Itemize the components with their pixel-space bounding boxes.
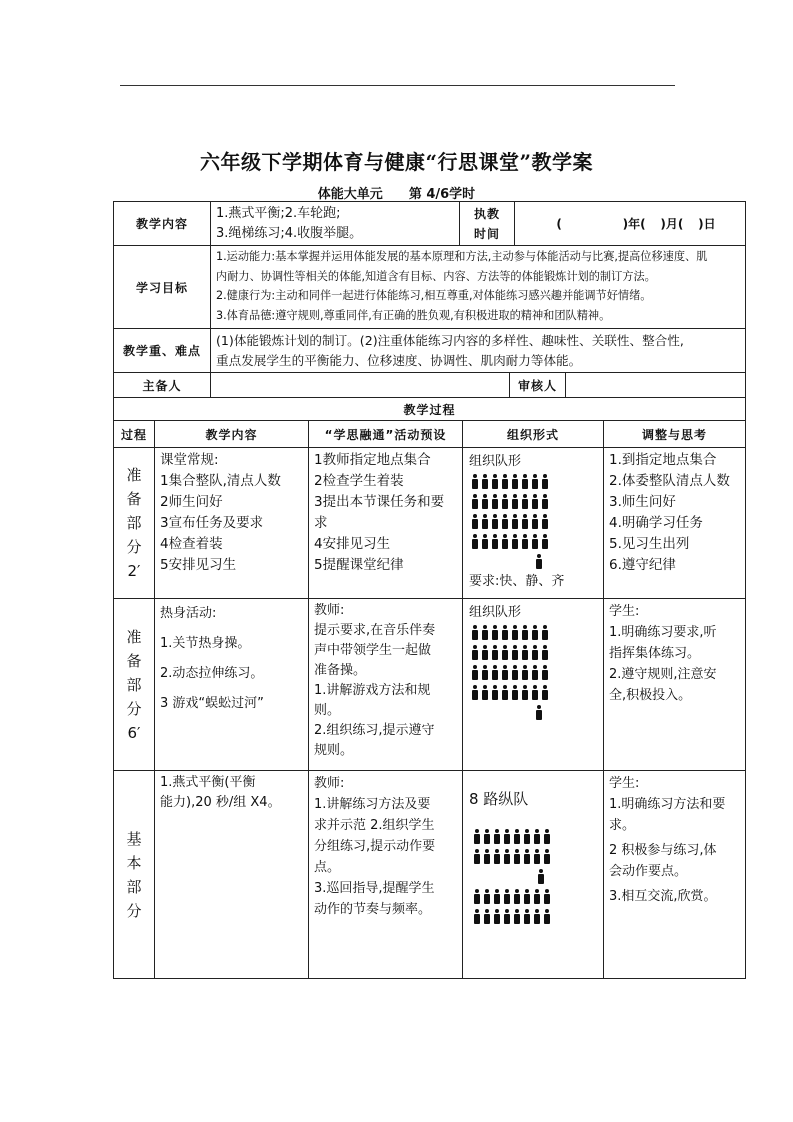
unit-name: 体能大单元 — [317, 187, 383, 202]
student-figure-icon — [541, 645, 549, 661]
content-item: 能力),20 秒/组 X4。 — [160, 795, 281, 810]
student-figure-icon — [501, 534, 509, 550]
student-figure-icon — [501, 494, 509, 510]
student-row — [471, 512, 597, 532]
row-content — [154, 598, 309, 771]
org-title: 组织队形 — [469, 454, 522, 469]
student-figure-icon — [471, 534, 479, 550]
key-points-value — [210, 328, 746, 373]
activity-item: 分组练习,提示动作要 — [314, 839, 436, 854]
time-label-1: 执教 — [473, 206, 500, 221]
activity-item: 3.巡回指导,提醒学生 — [314, 881, 435, 896]
org-title: 8 路纵队 — [469, 790, 529, 808]
student-figure-icon — [483, 829, 491, 845]
key-line: (1)体能锻炼计划的制订。(2)注重体能练习内容的多样性、趣味性、关联性、整合性, — [216, 333, 684, 348]
stage-char: 6′ — [127, 723, 141, 742]
student-figure-icon — [481, 474, 489, 490]
activity-item: 5提醒课堂纪律 — [314, 557, 404, 573]
student-figure-icon — [521, 534, 529, 550]
activity-item: 求 — [314, 515, 328, 531]
formation-grid — [473, 887, 597, 927]
student-figure-icon — [541, 534, 549, 550]
student-figure-icon — [541, 514, 549, 530]
stage-char: 准 — [126, 466, 142, 484]
student-figure-icon — [531, 534, 539, 550]
student-figure-icon — [481, 494, 489, 510]
student-row — [471, 623, 597, 643]
student-figure-icon — [513, 889, 521, 905]
date-open: ( — [556, 216, 562, 231]
content-value — [210, 201, 460, 246]
activity-item: 1.讲解游戏方法和规 — [314, 683, 431, 698]
student-figure-icon — [471, 494, 479, 510]
student-figure-icon — [541, 685, 549, 701]
student-figure-icon — [533, 829, 541, 845]
student-figure-icon — [471, 625, 479, 641]
date-day: )日 — [698, 217, 716, 231]
student-figure-icon — [533, 849, 541, 865]
teacher-figure-icon — [535, 554, 543, 570]
student-figure-icon — [491, 645, 499, 661]
goal-line: 3.体育品德:遵守规则,尊重同伴,有正确的胜负观,有积极进取的精神和团队精神。 — [216, 308, 611, 322]
student-figure-icon — [531, 625, 539, 641]
stage-char: 准 — [126, 627, 142, 646]
date-field[interactable] — [514, 201, 746, 246]
adjust-item: 2.体委整队清点人数 — [609, 473, 730, 489]
student-figure-icon — [493, 889, 501, 905]
subtitle — [0, 183, 793, 202]
student-row — [471, 683, 597, 703]
student-figure-icon — [511, 494, 519, 510]
col-adjustment: 调整与思考 — [603, 420, 746, 448]
student-figure-icon — [521, 665, 529, 681]
activity-item: 4安排见习生 — [314, 536, 391, 552]
activity-item: 动作的节奏与频率。 — [314, 902, 432, 917]
student-figure-icon — [503, 909, 511, 925]
col-organization: 组织形式 — [462, 420, 604, 448]
student-figure-icon — [473, 909, 481, 925]
time-label — [459, 201, 515, 246]
student-figure-icon — [501, 685, 509, 701]
col-stage: 过程 — [113, 420, 155, 448]
org-title: 组织队形 — [469, 605, 522, 620]
student-figure-icon — [511, 534, 519, 550]
student-figure-icon — [473, 889, 481, 905]
key-points-label: 教学重、难点 — [113, 328, 211, 373]
student-figure-icon — [531, 474, 539, 490]
goal-line: 内耐力、协调性等相关的体能,知道含有目标、内容、方法等的体能锻炼计划的制订方法。 — [216, 269, 656, 283]
adjust-item: 会动作要点。 — [609, 864, 688, 879]
activity-item: 教师: — [314, 776, 345, 791]
col-activity: “学思融通”活动预设 — [308, 420, 463, 448]
formation-teacher — [473, 867, 597, 887]
student-figure-icon — [531, 685, 539, 701]
student-figure-icon — [473, 849, 481, 865]
student-figure-icon — [473, 829, 481, 845]
teacher-row — [473, 867, 597, 887]
student-figure-icon — [483, 909, 491, 925]
student-figure-icon — [521, 625, 529, 641]
org-note: 要求:快、静、齐 — [469, 574, 565, 589]
student-figure-icon — [491, 474, 499, 490]
student-figure-icon — [521, 494, 529, 510]
activity-item: 求并示范 2.组织学生 — [314, 818, 435, 833]
adjust-item: 学生: — [609, 776, 640, 791]
adjust-item: 5.见习生出列 — [609, 536, 690, 552]
content-item: 3宣布任务及要求 — [160, 515, 264, 531]
student-figure-icon — [501, 665, 509, 681]
header-rule — [120, 85, 675, 86]
activity-item: 准备操。 — [314, 663, 367, 678]
adjust-item: 4.明确学习任务 — [609, 515, 703, 531]
student-figure-icon — [543, 829, 551, 845]
student-figure-icon — [511, 514, 519, 530]
row-adjustment — [603, 598, 746, 771]
stage-char: 分 — [126, 699, 142, 718]
activity-item: 2.组织练习,提示遵守 — [314, 723, 435, 738]
student-figure-icon — [493, 849, 501, 865]
content-label: 教学内容 — [113, 201, 211, 246]
stage-char: 部 — [126, 877, 142, 896]
time-label-2: 时间 — [473, 226, 500, 241]
stage-cell — [113, 447, 155, 599]
student-figure-icon — [481, 685, 489, 701]
stage-char: 备 — [126, 490, 142, 508]
student-figure-icon — [491, 685, 499, 701]
student-figure-icon — [481, 665, 489, 681]
student-figure-icon — [493, 829, 501, 845]
stage-char: 基 — [126, 829, 142, 848]
activity-item: 教师: — [314, 603, 345, 618]
student-figure-icon — [501, 474, 509, 490]
content-item: 5安排见习生 — [160, 557, 237, 573]
student-figure-icon — [501, 645, 509, 661]
adjust-item: 2.遵守规则,注意安 — [609, 667, 717, 682]
reviewer-label: 审核人 — [509, 372, 566, 398]
preparer-value[interactable] — [210, 372, 510, 398]
student-row — [471, 643, 597, 663]
student-figure-icon — [521, 474, 529, 490]
activity-item: 3提出本节课任务和要 — [314, 494, 445, 510]
goals-value — [210, 245, 746, 329]
stage-cell — [113, 770, 155, 979]
student-row — [471, 663, 597, 683]
row-activity — [308, 447, 463, 599]
adjust-item: 1.到指定地点集合 — [609, 452, 717, 468]
student-figure-icon — [501, 625, 509, 641]
goals-label: 学习目标 — [113, 245, 211, 329]
student-figure-icon — [513, 829, 521, 845]
student-figure-icon — [541, 665, 549, 681]
student-figure-icon — [471, 474, 479, 490]
student-figure-icon — [521, 685, 529, 701]
activity-item: 则。 — [314, 703, 341, 718]
student-figure-icon — [483, 849, 491, 865]
student-figure-icon — [523, 849, 531, 865]
content-line: 3.绳梯练习;4.收腹举腿。 — [216, 226, 363, 241]
row-content — [154, 770, 309, 979]
student-figure-icon — [491, 534, 499, 550]
student-figure-icon — [543, 909, 551, 925]
row-organization — [462, 770, 604, 979]
student-row — [471, 472, 597, 492]
adjust-item: 全,积极投入。 — [609, 688, 692, 703]
student-figure-icon — [521, 645, 529, 661]
student-figure-icon — [511, 645, 519, 661]
student-figure-icon — [543, 889, 551, 905]
student-figure-icon — [491, 625, 499, 641]
date-month: )月( — [660, 217, 684, 231]
student-figure-icon — [513, 909, 521, 925]
stage-char: 2′ — [127, 562, 141, 580]
activity-item: 1教师指定地点集合 — [314, 452, 431, 468]
student-figure-icon — [511, 685, 519, 701]
student-figure-icon — [481, 534, 489, 550]
student-row — [471, 532, 597, 552]
row-organization — [462, 447, 604, 599]
student-figure-icon — [513, 849, 521, 865]
row-adjustment — [603, 770, 746, 979]
content-item: 4检查着装 — [160, 536, 223, 552]
student-figure-icon — [511, 474, 519, 490]
student-figure-icon — [471, 645, 479, 661]
process-title: 教学过程 — [113, 397, 746, 421]
adjust-item: 指挥集体练习。 — [609, 646, 701, 661]
col-content: 教学内容 — [154, 420, 309, 448]
student-figure-icon — [491, 514, 499, 530]
student-row — [471, 492, 597, 512]
teacher-row — [471, 703, 597, 723]
student-figure-icon — [523, 829, 531, 845]
student-figure-icon — [471, 514, 479, 530]
student-row — [473, 847, 597, 867]
teacher-figure-icon — [535, 705, 543, 721]
activity-item: 声中带领学生一起做 — [314, 643, 432, 658]
student-figure-icon — [481, 625, 489, 641]
formation-grid — [471, 623, 597, 723]
student-figure-icon — [523, 909, 531, 925]
page-title: 六年级下学期体育与健康“行思课堂”教学案 — [199, 150, 593, 174]
student-figure-icon — [503, 849, 511, 865]
student-figure-icon — [483, 889, 491, 905]
adjust-item: 3.相互交流,欣赏。 — [609, 889, 717, 904]
stage-char: 分 — [126, 538, 142, 556]
activity-item: 点。 — [314, 860, 341, 875]
activity-item: 2检查学生着装 — [314, 473, 404, 489]
student-figure-icon — [481, 514, 489, 530]
student-figure-icon — [531, 494, 539, 510]
student-figure-icon — [531, 665, 539, 681]
student-figure-icon — [521, 514, 529, 530]
student-figure-icon — [471, 665, 479, 681]
stage-char: 本 — [126, 853, 142, 872]
student-figure-icon — [533, 889, 541, 905]
lesson-plan-table — [113, 201, 746, 979]
row-activity — [308, 598, 463, 771]
student-figure-icon — [533, 909, 541, 925]
stage-char: 分 — [126, 901, 142, 920]
goal-line: 1.运动能力:基本掌握并运用体能发展的基本原理和方法,主动参与体能活动与比赛,提高位移速度、肌 — [216, 250, 708, 263]
stage-char: 部 — [126, 514, 142, 532]
adjust-item: 1.明确练习方法和要 — [609, 797, 726, 812]
stage-cell — [113, 598, 155, 771]
adjust-item: 学生: — [609, 604, 640, 619]
student-row — [473, 827, 597, 847]
teacher-figure-icon — [537, 869, 545, 885]
student-figure-icon — [523, 889, 531, 905]
content-line: 1.燕式平衡;2.车轮跑; — [216, 206, 341, 221]
content-item: 2师生问好 — [160, 494, 223, 510]
student-figure-icon — [543, 849, 551, 865]
student-row — [473, 887, 597, 907]
student-row — [473, 907, 597, 927]
student-figure-icon — [491, 494, 499, 510]
preparer-label: 主备人 — [113, 372, 211, 398]
student-figure-icon — [501, 514, 509, 530]
stage-char: 备 — [126, 651, 142, 670]
student-figure-icon — [531, 645, 539, 661]
date-year: )年( — [622, 217, 646, 231]
content-item: 1.关节热身操。 — [160, 636, 251, 651]
student-figure-icon — [503, 889, 511, 905]
student-figure-icon — [541, 494, 549, 510]
adjust-item: 求。 — [609, 818, 636, 833]
activity-item: 1.讲解练习方法及要 — [314, 797, 431, 812]
lesson-number: 第 4/6学时 — [408, 187, 476, 202]
content-item: 热身活动: — [160, 606, 217, 621]
teacher-row — [471, 552, 597, 572]
adjust-item: 2 积极参与练习,体 — [609, 843, 717, 858]
formation-grid — [473, 827, 597, 867]
student-figure-icon — [481, 645, 489, 661]
student-figure-icon — [541, 625, 549, 641]
adjust-item: 1.明确练习要求,听 — [609, 625, 717, 640]
content-item: 2.动态拉伸练习。 — [160, 666, 264, 681]
formation-grid — [471, 472, 597, 572]
goal-line: 2.健康行为:主动和同伴一起进行体能练习,相互尊重,对体能练习感兴趣并能调节好情绪。 — [216, 289, 652, 302]
content-item: 1.燕式平衡(平衡 — [160, 775, 256, 790]
key-line: 重点发展学生的平衡能力、位移速度、协调性、肌肉耐力等体能。 — [216, 353, 582, 368]
student-figure-icon — [503, 829, 511, 845]
stage-char: 部 — [126, 675, 142, 694]
student-figure-icon — [493, 909, 501, 925]
content-item: 课堂常规: — [160, 452, 219, 468]
student-figure-icon — [541, 474, 549, 490]
student-figure-icon — [511, 625, 519, 641]
content-item: 1集合整队,清点人数 — [160, 473, 281, 489]
row-content — [154, 447, 309, 599]
content-item: 3 游戏“蜈蚣过河” — [160, 696, 264, 711]
adjust-item: 3.师生问好 — [609, 494, 676, 510]
reviewer-value[interactable] — [565, 372, 746, 398]
student-figure-icon — [531, 514, 539, 530]
student-figure-icon — [491, 665, 499, 681]
student-figure-icon — [511, 665, 519, 681]
activity-item: 规则。 — [314, 743, 354, 758]
student-figure-icon — [471, 685, 479, 701]
row-adjustment — [603, 447, 746, 599]
row-activity — [308, 770, 463, 979]
row-organization — [462, 598, 604, 771]
adjust-item: 6.遵守纪律 — [609, 557, 676, 573]
activity-item: 提示要求,在音乐伴奏 — [314, 623, 436, 638]
